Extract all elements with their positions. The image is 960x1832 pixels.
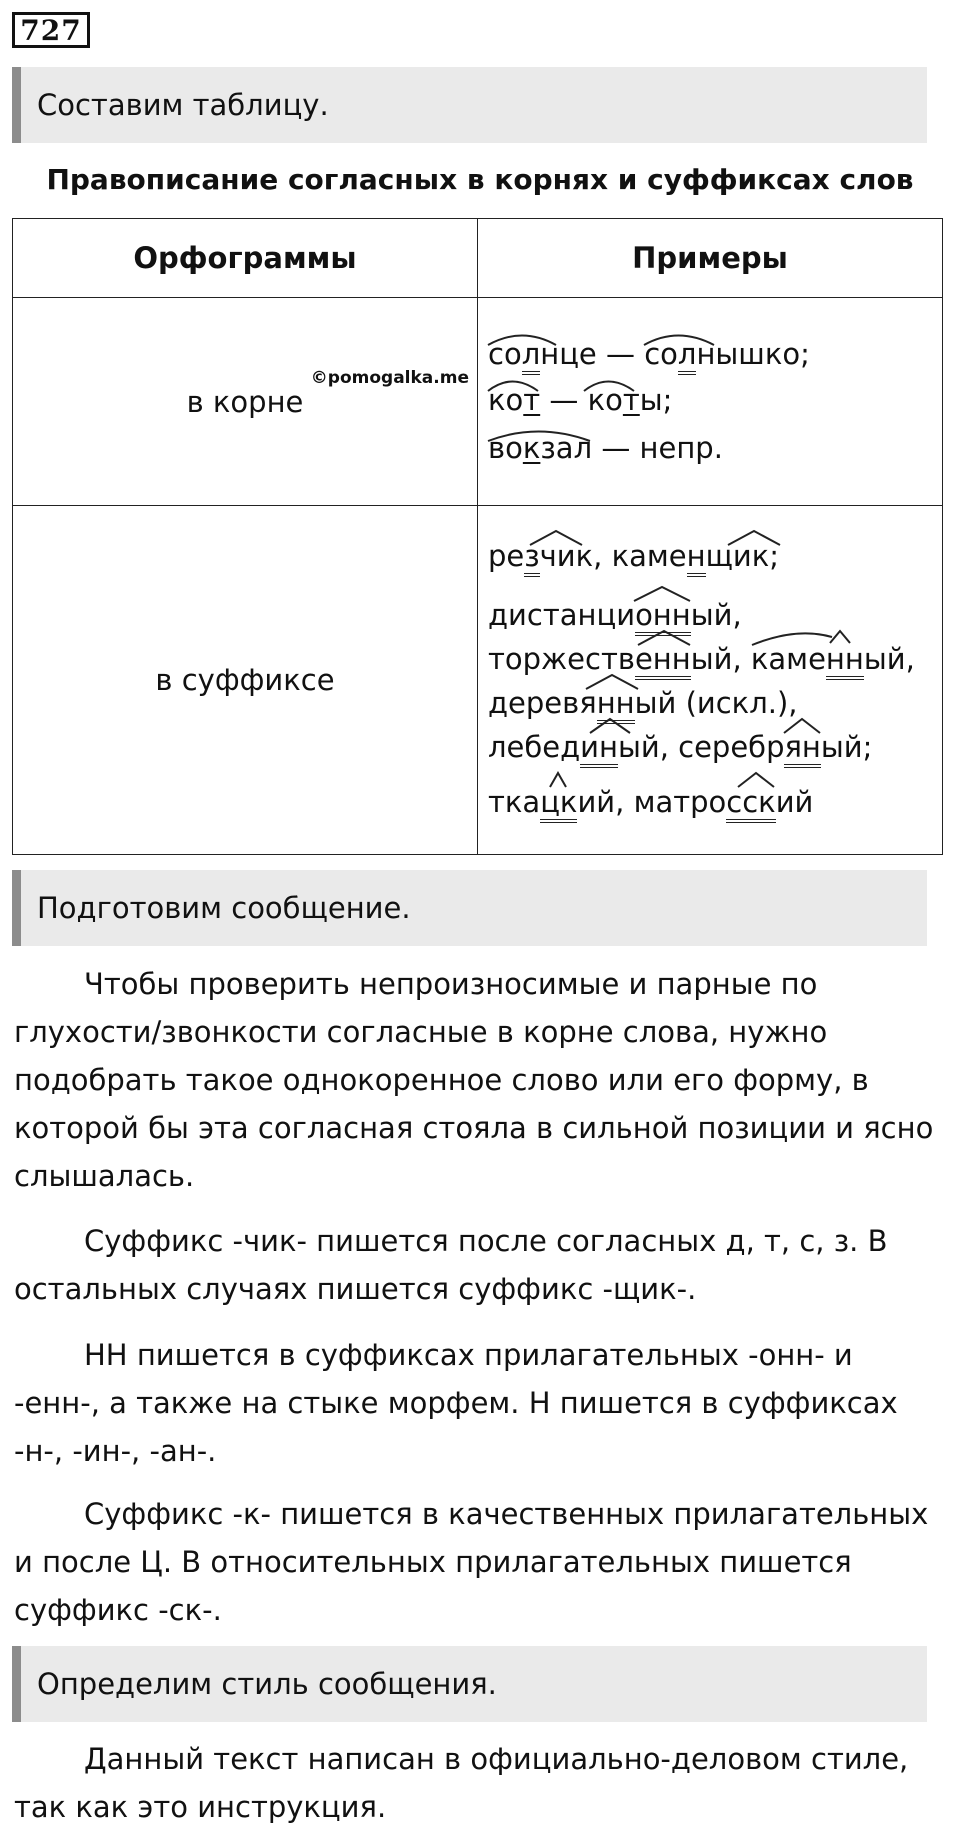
cell-suffix-examples	[478, 506, 943, 855]
example-line: ткацкий, матросский	[488, 769, 932, 833]
paragraph-n-nn: НН пишется в суффиксах прилагательных -онн- и -енн-, а также на стыке морфем. Н пишется в суффиксах -н-, -ин-, -ан-.	[14, 1338, 898, 1468]
example-line: резчик, каменщик;	[488, 525, 932, 585]
cell-root-examples	[478, 298, 943, 506]
banner-define-style: Определим стиль сообщения.	[12, 1646, 927, 1722]
watermark: ©pomogalka.me	[310, 368, 469, 388]
exercise-number: 727	[12, 12, 90, 48]
paragraph-style-conclusion: Данный текст написан в официально-деловом стиле, так как это инструкция.	[14, 1742, 909, 1824]
example-line: дистанционный,	[488, 593, 932, 637]
header-examples: Примеры	[478, 219, 943, 298]
paragraph-k-sk: Суффикс -к- пишется в качественных прилагательных и после Ц. В относительных прилагательных пишется суффикс -ск-.	[14, 1497, 929, 1627]
example-line: деревянный (искл.),	[488, 681, 932, 725]
paragraph-root-consonants: Чтобы проверить непроизносимые и парные по глухости/звонкости согласные в корне слова, нужно подобрать такое однокоренное слово или его форму, в которой бы эта согласная стояла в сильной позиции и ясно слышалась.	[14, 967, 934, 1193]
row-label-root: в корне	[186, 384, 304, 419]
banner-make-table: Составим таблицу.	[12, 67, 927, 143]
cell-root-label	[13, 298, 478, 506]
example-line: кот — коты;	[488, 376, 932, 424]
example-line: лебединый, серебряный;	[488, 725, 932, 769]
table-title: Правописание согласных в корнях и суффиксах слов	[46, 163, 914, 196]
header-orthograms: Орфограммы	[13, 219, 478, 298]
table-row-suffix	[13, 506, 943, 855]
example-line: солнце — солнышко;	[488, 332, 932, 376]
banner-prepare-message: Подготовим сообщение.	[12, 870, 927, 946]
example-line: торжественный, каменный,	[488, 637, 932, 681]
row-label-suffix: в суффиксе	[155, 663, 335, 697]
table-row-root	[13, 298, 943, 506]
table-header-row	[13, 219, 943, 298]
example-line: вокзал — непр.	[488, 424, 932, 472]
cell-suffix-label	[13, 506, 478, 855]
paragraph-chik-shchik: Суффикс -чик- пишется после согласных д, т, с, з. В остальных случаях пишется суффикс -щик-.	[14, 1224, 888, 1306]
spelling-table	[12, 218, 943, 855]
